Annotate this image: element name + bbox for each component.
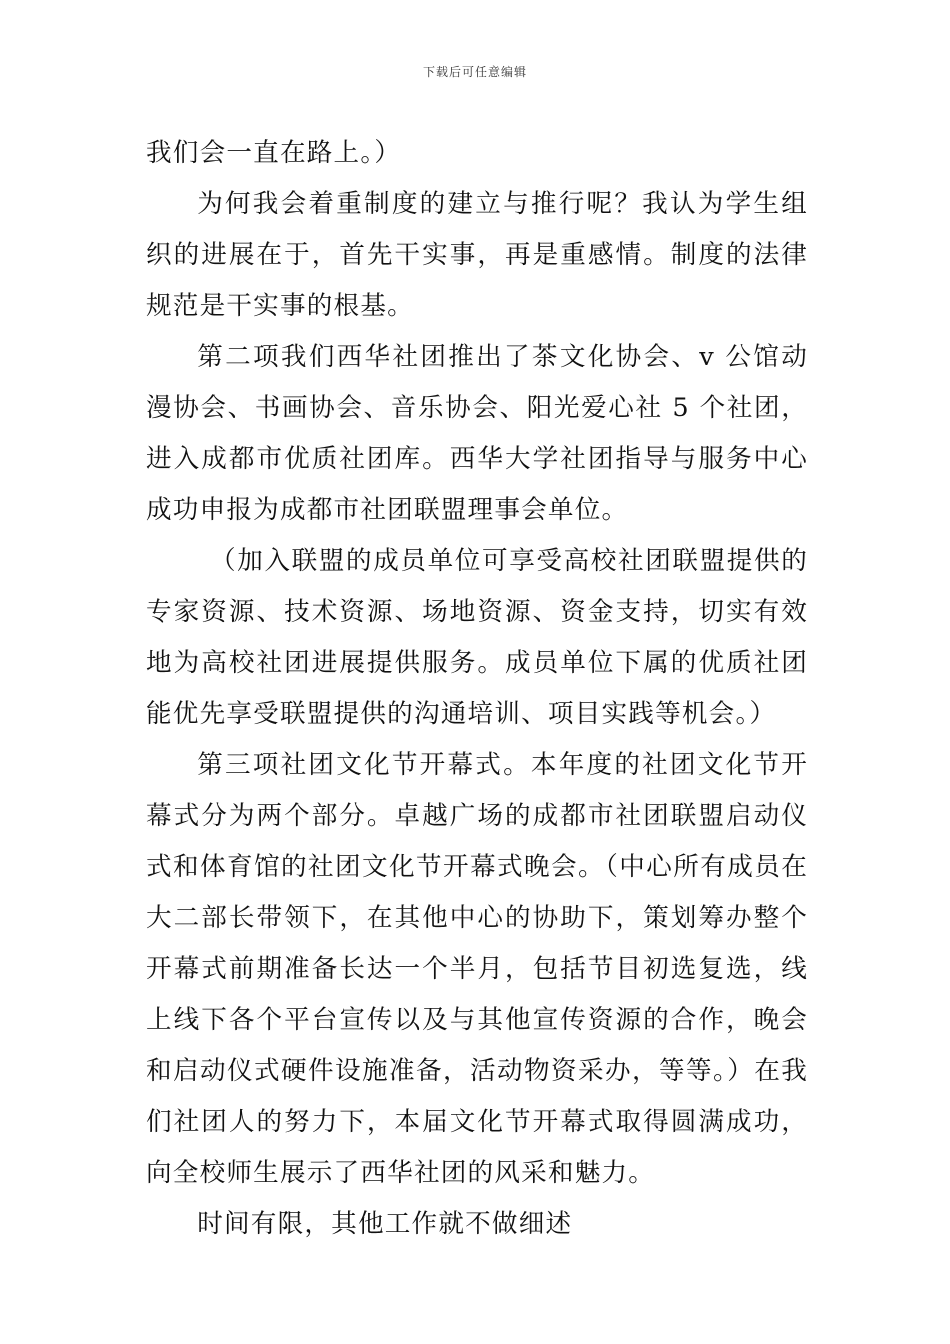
paragraph-continuation: 我们会一直在路上。） xyxy=(146,138,402,168)
paragraph-closing: 时间有限，其他工作就不做细述 xyxy=(197,1209,573,1239)
paragraph-item-three: 第三项社团文化节开幕式。本年度的社团文化节开幕式分为两个部分。卓越广场的成都市社团联盟启动仪式和体育馆的社团文化节开幕式晚会。（中心所有成员在大二部长带领下，在其他中心的协助下，策划筹办整个开幕式前期准备长达一个半月，包括节目初选复选，线上线下各个平台宣传以及与其他宣传资源的合作，晚会和启动仪式硬件设施准备，活动物资采办，等等。）在我们社团人的努力下，本届文化节开幕式取得圆满成功，向全校师生展示了西华社团的风采和魅力。 xyxy=(146,750,808,1188)
paragraph-system-rationale: 为何我会着重制度的建立与推行呢？我认为学生组织的进展在于，首先干实事，再是重感情。制度的法律规范是干实事的根基。 xyxy=(146,189,808,321)
paragraph-alliance-note: （加入联盟的成员单位可享受高校社团联盟提供的专家资源、技术资源、场地资源、资金支持，切实有效地为高校社团进展提供服务。成员单位下属的优质社团能优先享受联盟提供的沟通培训、项目实践等机会。） xyxy=(146,546,808,729)
page-header: 下载后可任意编辑 xyxy=(422,65,527,79)
document-body xyxy=(146,128,808,1250)
paragraph-item-two: 第二项我们西华社团推出了茶文化协会、v 公馆动漫协会、书画协会、音乐协会、阳光爱心社 5 个社团，进入成都市优质社团库。西华大学社团指导与服务中心成功申报为成都市社团联盟理事会单位。 xyxy=(146,342,808,525)
